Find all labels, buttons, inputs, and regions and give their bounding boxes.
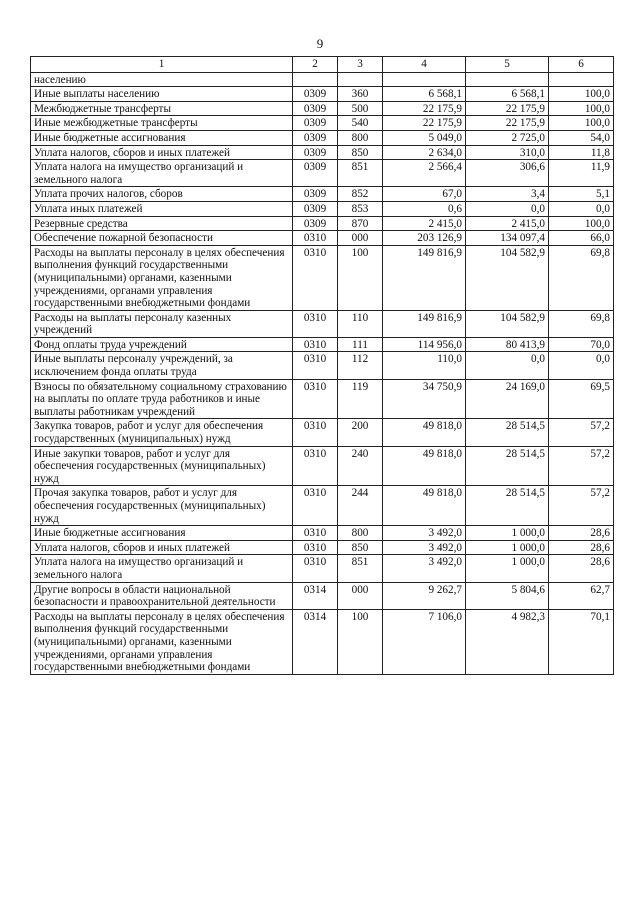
row-section-code: 0309	[293, 101, 338, 116]
row-percent-value: 69,5	[549, 379, 614, 419]
row-percent-value: 100,0	[549, 87, 614, 102]
row-section-code: 0310	[293, 555, 338, 582]
table-row	[31, 486, 614, 526]
row-expense-kind: 119	[338, 379, 383, 419]
row-plan-value: 67,0	[383, 187, 466, 202]
row-expense-kind: 200	[338, 419, 383, 446]
table-row	[31, 526, 614, 541]
row-section-code: 0310	[293, 310, 338, 337]
row-name: Фонд оплаты труда учреждений	[31, 337, 293, 352]
row-percent-value: 0,0	[549, 201, 614, 216]
row-percent-value: 100,0	[549, 101, 614, 116]
table-row	[31, 540, 614, 555]
row-expense-kind: 851	[338, 555, 383, 582]
table-row	[31, 419, 614, 446]
row-plan-value: 3 492,0	[383, 526, 466, 541]
row-plan-value: 49 818,0	[383, 419, 466, 446]
table-row	[31, 245, 614, 310]
row-fact-value	[466, 72, 549, 87]
row-section-code: 0310	[293, 245, 338, 310]
row-percent-value: 57,2	[549, 419, 614, 446]
table-row	[31, 145, 614, 160]
row-percent-value: 69,8	[549, 310, 614, 337]
row-section-code: 0309	[293, 145, 338, 160]
row-section-code: 0314	[293, 582, 338, 609]
row-percent-value: 70,0	[549, 337, 614, 352]
row-percent-value: 5,1	[549, 187, 614, 202]
row-fact-value: 80 413,9	[466, 337, 549, 352]
row-section-code: 0309	[293, 160, 338, 187]
row-plan-value: 5 049,0	[383, 130, 466, 145]
row-fact-value: 1 000,0	[466, 540, 549, 555]
row-fact-value: 310,0	[466, 145, 549, 160]
page-number: 9	[316, 36, 324, 51]
row-name: Уплата налога на имущество организаций и земельного налога	[31, 555, 293, 582]
row-fact-value: 0,0	[466, 201, 549, 216]
row-section-code: 0310	[293, 540, 338, 555]
row-section-code: 0309	[293, 201, 338, 216]
table-body	[31, 72, 614, 674]
row-expense-kind: 000	[338, 231, 383, 246]
row-percent-value: 0,0	[549, 352, 614, 379]
row-name: Расходы на выплаты персоналу казенных учреждений	[31, 310, 293, 337]
row-plan-value: 203 126,9	[383, 231, 466, 246]
row-fact-value: 6 568,1	[466, 87, 549, 102]
row-expense-kind: 112	[338, 352, 383, 379]
row-fact-value: 134 097,4	[466, 231, 549, 246]
row-name: Резервные средства	[31, 216, 293, 231]
row-section-code: 0309	[293, 87, 338, 102]
row-fact-value: 0,0	[466, 352, 549, 379]
row-section-code: 0310	[293, 337, 338, 352]
row-section-code: 0310	[293, 446, 338, 486]
row-section-code	[293, 72, 338, 87]
budget-table	[30, 56, 614, 675]
header-row	[31, 57, 614, 73]
row-name: Уплата прочих налогов, сборов	[31, 187, 293, 202]
row-percent-value: 70,1	[549, 609, 614, 674]
row-section-code: 0309	[293, 130, 338, 145]
row-expense-kind: 100	[338, 609, 383, 674]
row-plan-value: 7 106,0	[383, 609, 466, 674]
table-row	[31, 201, 614, 216]
row-plan-value: 2 415,0	[383, 216, 466, 231]
table-row	[31, 160, 614, 187]
row-expense-kind: 360	[338, 87, 383, 102]
row-plan-value: 0,6	[383, 201, 466, 216]
row-name: Расходы на выплаты персоналу в целях обеспечения выполнения функций государственными (муниципальными) органами, казенными учреждениями, органами управления государственными внебюджетными фондами	[31, 245, 293, 310]
row-plan-value: 34 750,9	[383, 379, 466, 419]
table-row	[31, 582, 614, 609]
row-section-code: 0310	[293, 379, 338, 419]
row-fact-value: 24 169,0	[466, 379, 549, 419]
row-name: Взносы по обязательному социальному страхованию на выплаты по оплате труда работников и иные выплаты работникам учреждений	[31, 379, 293, 419]
row-percent-value: 28,6	[549, 540, 614, 555]
row-plan-value: 22 175,9	[383, 116, 466, 131]
row-section-code: 0310	[293, 419, 338, 446]
row-plan-value: 114 956,0	[383, 337, 466, 352]
row-fact-value: 5 804,6	[466, 582, 549, 609]
row-name: Иные межбюджетные трансферты	[31, 116, 293, 131]
row-plan-value: 6 568,1	[383, 87, 466, 102]
row-fact-value: 104 582,9	[466, 245, 549, 310]
row-plan-value: 49 818,0	[383, 446, 466, 486]
row-fact-value: 306,6	[466, 160, 549, 187]
row-percent-value: 100,0	[549, 216, 614, 231]
row-expense-kind: 851	[338, 160, 383, 187]
row-percent-value: 69,8	[549, 245, 614, 310]
row-percent-value: 28,6	[549, 555, 614, 582]
table-row	[31, 231, 614, 246]
row-expense-kind: 110	[338, 310, 383, 337]
row-fact-value: 1 000,0	[466, 555, 549, 582]
table-row	[31, 609, 614, 674]
row-percent-value	[549, 72, 614, 87]
table-row	[31, 352, 614, 379]
row-percent-value: 66,0	[549, 231, 614, 246]
row-section-code: 0309	[293, 116, 338, 131]
row-expense-kind: 850	[338, 540, 383, 555]
row-section-code: 0310	[293, 486, 338, 526]
row-name: населению	[31, 72, 293, 87]
row-fact-value: 1 000,0	[466, 526, 549, 541]
row-percent-value: 62,7	[549, 582, 614, 609]
row-percent-value: 57,2	[549, 446, 614, 486]
row-name: Расходы на выплаты персоналу в целях обеспечения выполнения функций государственными (муниципальными) органами, казенными учреждениями, органами управления государственными внебюджетными фондами	[31, 609, 293, 674]
row-expense-kind: 540	[338, 116, 383, 131]
header-col-5: 5	[466, 57, 549, 73]
table-row	[31, 216, 614, 231]
row-name: Иные выплаты населению	[31, 87, 293, 102]
row-expense-kind: 111	[338, 337, 383, 352]
table-row	[31, 187, 614, 202]
row-section-code: 0310	[293, 352, 338, 379]
row-plan-value: 9 262,7	[383, 582, 466, 609]
table-row	[31, 101, 614, 116]
table-header	[31, 57, 614, 73]
row-percent-value: 28,6	[549, 526, 614, 541]
row-expense-kind: 240	[338, 446, 383, 486]
table-row	[31, 87, 614, 102]
row-expense-kind: 850	[338, 145, 383, 160]
row-expense-kind: 500	[338, 101, 383, 116]
row-fact-value: 28 514,5	[466, 486, 549, 526]
row-fact-value: 22 175,9	[466, 101, 549, 116]
row-expense-kind	[338, 72, 383, 87]
row-name: Иные бюджетные ассигнования	[31, 526, 293, 541]
row-section-code: 0310	[293, 231, 338, 246]
row-expense-kind: 100	[338, 245, 383, 310]
row-name: Иные бюджетные ассигнования	[31, 130, 293, 145]
row-name: Иные выплаты персоналу учреждений, за исключением фонда оплаты труда	[31, 352, 293, 379]
row-expense-kind: 244	[338, 486, 383, 526]
row-percent-value: 11,8	[549, 145, 614, 160]
row-name: Уплата иных платежей	[31, 201, 293, 216]
row-name: Другие вопросы в области национальной безопасности и правоохранительной деятельности	[31, 582, 293, 609]
row-percent-value: 11,9	[549, 160, 614, 187]
row-percent-value: 54,0	[549, 130, 614, 145]
row-section-code: 0309	[293, 216, 338, 231]
row-plan-value: 22 175,9	[383, 101, 466, 116]
header-col-1: 1	[31, 57, 293, 73]
row-expense-kind: 000	[338, 582, 383, 609]
row-fact-value: 2 415,0	[466, 216, 549, 231]
table-row	[31, 446, 614, 486]
table-row	[31, 130, 614, 145]
row-expense-kind: 800	[338, 130, 383, 145]
row-plan-value: 149 816,9	[383, 310, 466, 337]
row-name: Уплата налогов, сборов и иных платежей	[31, 145, 293, 160]
header-col-4: 4	[383, 57, 466, 73]
table-row	[31, 72, 614, 87]
table-row	[31, 310, 614, 337]
row-plan-value	[383, 72, 466, 87]
row-name: Закупка товаров, работ и услуг для обеспечения государственных (муниципальных) нужд	[31, 419, 293, 446]
row-section-code: 0309	[293, 187, 338, 202]
row-fact-value: 28 514,5	[466, 446, 549, 486]
row-percent-value: 100,0	[549, 116, 614, 131]
row-section-code: 0314	[293, 609, 338, 674]
row-expense-kind: 800	[338, 526, 383, 541]
row-expense-kind: 853	[338, 201, 383, 216]
header-col-6: 6	[549, 57, 614, 73]
row-plan-value: 2 634,0	[383, 145, 466, 160]
row-name: Обеспечение пожарной безопасности	[31, 231, 293, 246]
row-percent-value: 57,2	[549, 486, 614, 526]
row-section-code: 0310	[293, 526, 338, 541]
row-fact-value: 4 982,3	[466, 609, 549, 674]
row-plan-value: 149 816,9	[383, 245, 466, 310]
table-row	[31, 337, 614, 352]
row-plan-value: 3 492,0	[383, 555, 466, 582]
header-col-3: 3	[338, 57, 383, 73]
row-expense-kind: 870	[338, 216, 383, 231]
row-plan-value: 3 492,0	[383, 540, 466, 555]
row-name: Уплата налогов, сборов и иных платежей	[31, 540, 293, 555]
header-col-2: 2	[293, 57, 338, 73]
table-row	[31, 555, 614, 582]
row-name: Иные закупки товаров, работ и услуг для обеспечения государственных (муниципальных) нужд	[31, 446, 293, 486]
row-fact-value: 3,4	[466, 187, 549, 202]
row-fact-value: 104 582,9	[466, 310, 549, 337]
row-name: Межбюджетные трансферты	[31, 101, 293, 116]
row-plan-value: 49 818,0	[383, 486, 466, 526]
table-row	[31, 116, 614, 131]
row-plan-value: 110,0	[383, 352, 466, 379]
row-name: Прочая закупка товаров, работ и услуг для обеспечения государственных (муниципальных) нужд	[31, 486, 293, 526]
table-row	[31, 379, 614, 419]
row-fact-value: 2 725,0	[466, 130, 549, 145]
row-plan-value: 2 566,4	[383, 160, 466, 187]
row-name: Уплата налога на имущество организаций и земельного налога	[31, 160, 293, 187]
row-fact-value: 28 514,5	[466, 419, 549, 446]
row-fact-value: 22 175,9	[466, 116, 549, 131]
row-expense-kind: 852	[338, 187, 383, 202]
